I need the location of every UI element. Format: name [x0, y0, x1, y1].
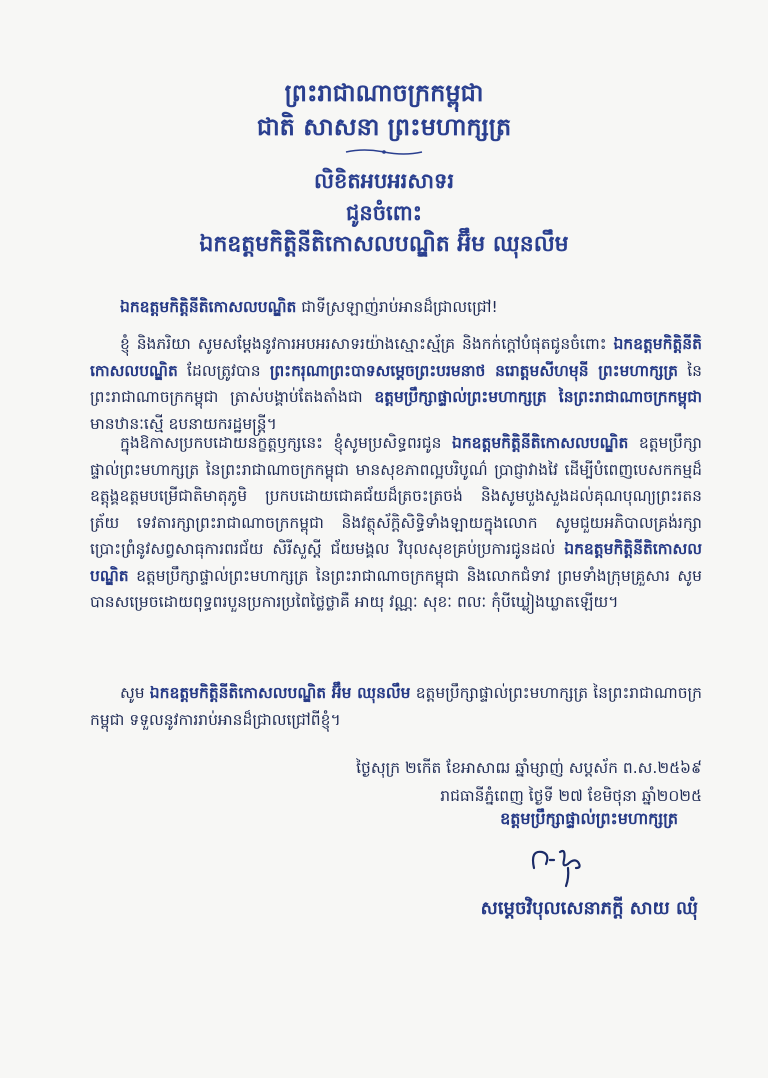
paragraph-blessing: [90, 430, 702, 616]
national-motto: ជាតិ សាសនា ព្រះមហាក្សត្រ: [256, 113, 512, 141]
recipient-name: ឯកឧត្តមកិត្តិនីតិកោសលបណ្ឌិត អ៊ឹម ឈុនលឹម: [199, 232, 569, 257]
paragraph-congratulation: [90, 331, 702, 437]
salutation-text: ជាទីស្រឡាញ់រាប់អានដ៏ជ្រាលជ្រៅ!: [296, 298, 498, 316]
addressed-to: ជូនចំពោះ: [346, 201, 422, 225]
p3-bold-1: ឯកឧត្តមកិត្តិនីតិកោសលបណ្ឌិត អ៊ឹម ឈុនលឹម: [149, 684, 411, 702]
signer-position: ឧត្តមប្រឹក្សាផ្ទាល់ព្រះមហាក្សត្រ: [500, 809, 678, 828]
p1-text-2: ដែលត្រូវបាន: [177, 361, 270, 380]
p2-text-3: ឧត្តមប្រឹក្សាផ្ទាល់ព្រះមហាក្សត្រ នៃព្រះរាជាណាចក្រកម្ពុជា និងលោកជំទាវ ព្រមទាំងក្រុមគ្រួសារ សូមបានសម្រេចដោយពុទ្ធពរបួនប្រការប្រពៃថ្លៃថ្លាគឺ អាយុ វណ្ណៈ សុខៈ ពលៈ កុំបីឃ្លៀងឃ្លាតឡើយ។: [90, 566, 702, 611]
letter-title: លិខិតអបអរសាទរ: [314, 169, 454, 193]
handwritten-signature-icon: [520, 838, 600, 888]
p3-text-1: សូម: [120, 684, 150, 702]
p1-text-1: ខ្ញុំ និងភរិយា សូមសម្តែងនូវការអបអរសាទរយ៉ាងស្មោះស្ម័គ្រ និងកក់ក្តៅបំផុតជូនចំពោះ: [120, 335, 614, 353]
p3-text-2: ឧត្តមប្រឹក្សាផ្ទាល់ព្រះមហាក្សត្រ នៃព្រះរាជាណាចក្រកម្ពុជា ទទួលនូវការរាប់អានដ៏ជ្រាលជ្រៅពីខ្ញុំ។: [90, 684, 702, 729]
p1-bold-2: ព្រះករុណាព្រះបាទសម្តេចព្រះបរមនាថ នរោត្តមសីហមុនី ព្រះមហាក្សត្រ: [269, 361, 678, 380]
signer-name: សម្តេចវិបុលសេនាភក្តី សាយ ឈុំ: [480, 898, 698, 919]
p1-bold-3: ឧត្តមប្រឹក្សាផ្ទាល់ព្រះមហាក្សត្រ នៃព្រះរាជាណាចក្រកម្ពុជា: [374, 388, 703, 406]
p1-text-4: មានឋានៈស្មើ ឧបនាយករដ្ឋមន្ត្រី។: [90, 414, 277, 433]
ornament-divider-icon: [344, 148, 424, 156]
salutation: [90, 294, 702, 321]
paragraph-closing: [90, 680, 702, 733]
p2-bold-1: ឯកឧត្តមកិត្តិនីតិកោសលបណ្ឌិត: [451, 434, 629, 452]
p2-text-1: ក្នុងឱកាសប្រកបដោយនក្ខត្តឫក្សនេះ ខ្ញុំសូមប្រសិទ្ធពរជូន: [120, 434, 452, 452]
solar-date: រាជធានីភ្នំពេញ ថ្ងៃទី ២៧ ខែមិថុនា ឆ្នាំ២០២៥: [440, 787, 702, 805]
p1-bold-1: ឯកឧត្តមកិត្តិនីតិកោសលបណ្ឌិត: [90, 335, 702, 380]
salutation-title: ឯកឧត្តមកិត្តិនីតិកោសលបណ្ឌិត: [120, 298, 297, 316]
kingdom-heading: ព្រះរាជាណាចក្រកម្ពុជា: [284, 79, 484, 107]
lunar-date: ថ្ងៃសុក្រ ២កើត ខែអាសាឍ ឆ្នាំម្សាញ់ សប្តស័ក ព.ស.២៥៦៩: [356, 759, 702, 777]
p1-text-3: នៃព្រះរាជាណាចក្រកម្ពុជា ត្រាស់បង្គាប់តែងតាំងជា: [90, 361, 703, 406]
p2-bold-2: ឯកឧត្តមកិត្តិនីតិកោសលបណ្ឌិត: [90, 540, 702, 585]
p2-text-2: ឧត្តមប្រឹក្សាផ្ទាល់ព្រះមហាក្សត្រ នៃព្រះរាជាណាចក្រកម្ពុជា មានសុខភាពល្អបរិបូណ៌ ប្រាជ្ញាវាងវៃ ដើម្បីបំពេញបេសកកម្មដ៏ឧត្តុង្គឧត្តមបម្រើជាតិមាតុភូមិ ប្រកបដោយជោគជ័យដ៏ត្រចះត្រចង់ និងសូមបួងសួងដល់គុណបុណ្យព្រះរតនត្រ័យ ទេវតារក្សាព្រះរាជាណាចក្រកម្ពុជា និងវត្ថុស័ក្តិសិទ្ធិទាំងឡាយក្នុងលោក សូមជួយអភិបាលគ្រង់រក្សាប្រោះព្រំនូវសព្វសាធុការពរជ័យ សិរីសួស្តី ជ័យមង្គល វិបុលសុខគ្រប់ប្រការជូនដល់: [90, 434, 702, 558]
